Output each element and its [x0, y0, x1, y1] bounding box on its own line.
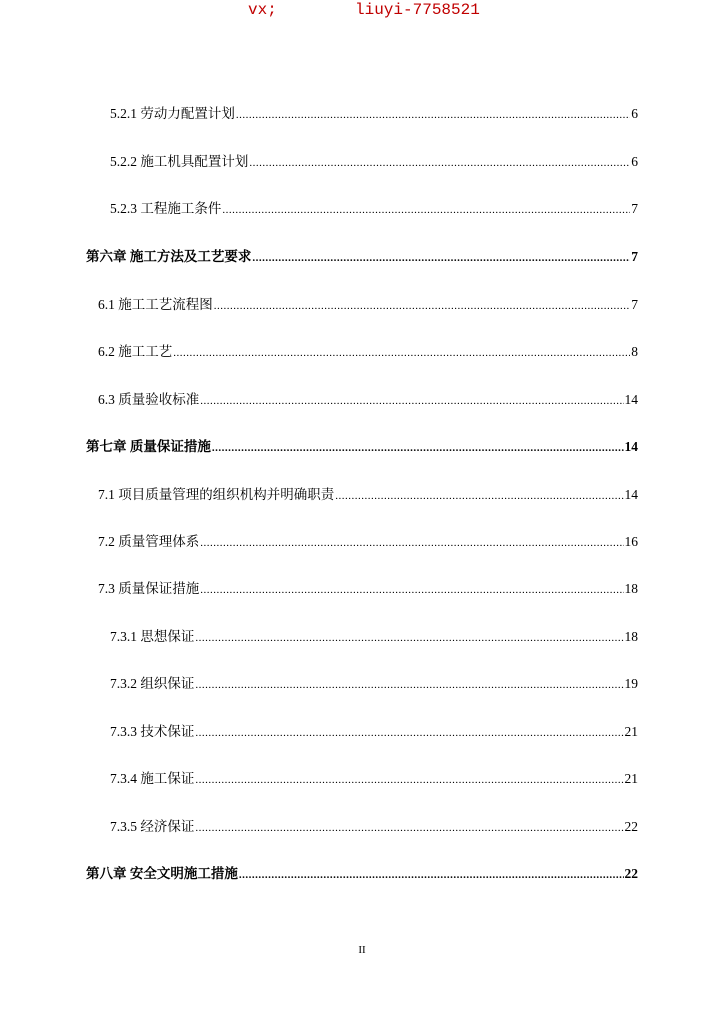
- watermark-contact-label: vx;: [248, 1, 277, 19]
- toc-entry[interactable]: [110, 106, 638, 123]
- toc-entry-title: 7.3 质量保证措施: [98, 581, 200, 596]
- toc-entry-page: 14: [624, 392, 638, 407]
- toc-leader-dots: [252, 250, 630, 266]
- toc-entry-page: 22: [624, 819, 638, 834]
- toc-leader-dots: [200, 393, 623, 409]
- toc-entry[interactable]: [110, 676, 638, 693]
- watermark: [0, 0, 724, 22]
- toc-entry-page: 7: [631, 201, 638, 216]
- toc-entry-page: 22: [624, 866, 638, 881]
- toc-entry[interactable]: [98, 487, 638, 504]
- toc-entry-title: 7.3.5 经济保证: [110, 819, 195, 834]
- toc-leader-dots: [239, 867, 624, 883]
- toc-leader-dots: [195, 772, 623, 788]
- toc-leader-dots: [249, 155, 630, 171]
- toc-entry-page: 21: [624, 771, 638, 786]
- toc-entry[interactable]: [110, 819, 638, 836]
- toc-entry-page: 6: [631, 154, 638, 169]
- toc-entry-title: 第八章 安全文明施工措施: [86, 866, 238, 881]
- toc-entry-title: 第七章 质量保证措施: [86, 439, 211, 454]
- toc-entry-title: 7.1 项目质量管理的组织机构并明确职责: [98, 487, 335, 502]
- toc-entry-page: 18: [624, 629, 638, 644]
- toc-entry[interactable]: [110, 154, 638, 171]
- toc-entry[interactable]: [98, 344, 638, 361]
- toc-entry-page: 7: [631, 297, 638, 312]
- toc-entry-page: 16: [624, 534, 638, 549]
- toc-leader-dots: [222, 202, 630, 218]
- toc-leader-dots: [200, 535, 623, 551]
- toc-leader-dots: [195, 725, 623, 741]
- toc-leader-dots: [236, 107, 630, 123]
- toc-leader-dots: [195, 820, 623, 836]
- toc-entry-title: 5.2.3 工程施工条件: [110, 201, 222, 216]
- toc-entry[interactable]: [110, 771, 638, 788]
- toc-entry-page: 19: [624, 676, 638, 691]
- toc-leader-dots: [173, 345, 630, 361]
- toc-entry-title: 6.2 施工工艺: [98, 344, 173, 359]
- toc-leader-dots: [212, 440, 624, 456]
- toc-entry-title: 5.2.1 劳动力配置计划: [110, 106, 235, 121]
- toc-entry-title: 6.1 施工工艺流程图: [98, 297, 213, 312]
- toc-chapter-entry[interactable]: [86, 439, 638, 456]
- toc-leader-dots: [214, 298, 631, 314]
- toc-entry[interactable]: [110, 629, 638, 646]
- toc-entry[interactable]: [98, 581, 638, 598]
- toc-entry-title: 7.2 质量管理体系: [98, 534, 200, 549]
- watermark-contact-id: liuyi-7758521: [355, 1, 480, 19]
- toc-entry-title: 7.3.2 组织保证: [110, 676, 195, 691]
- toc-entry[interactable]: [110, 201, 638, 218]
- toc-entry[interactable]: [110, 724, 638, 741]
- toc-leader-dots: [195, 677, 623, 693]
- page-number: II: [358, 944, 366, 956]
- toc-entry-title: 7.3.3 技术保证: [110, 724, 195, 739]
- toc-entry[interactable]: [98, 392, 638, 409]
- toc-entry-title: 7.3.4 施工保证: [110, 771, 195, 786]
- toc-chapter-entry[interactable]: [86, 249, 638, 266]
- toc-entry[interactable]: [98, 297, 638, 314]
- toc-chapter-entry[interactable]: [86, 866, 638, 883]
- toc-entry-page: 18: [624, 581, 638, 596]
- toc-entry-title: 第六章 施工方法及工艺要求: [86, 249, 252, 264]
- toc-leader-dots: [335, 488, 623, 504]
- toc-entry-title: 7.3.1 思想保证: [110, 629, 195, 644]
- toc-entry-page: 14: [624, 487, 638, 502]
- toc-entry-page: 8: [631, 344, 638, 359]
- toc-entry[interactable]: [98, 534, 638, 551]
- toc-leader-dots: [195, 630, 623, 646]
- toc-entry-page: 7: [631, 249, 638, 264]
- toc-entry-title: 5.2.2 施工机具配置计划: [110, 154, 249, 169]
- toc-entry-page: 14: [624, 439, 638, 454]
- toc-leader-dots: [200, 582, 623, 598]
- toc-entry-page: 21: [624, 724, 638, 739]
- toc-entry-title: 6.3 质量验收标准: [98, 392, 200, 407]
- toc-entry-page: 6: [631, 106, 638, 121]
